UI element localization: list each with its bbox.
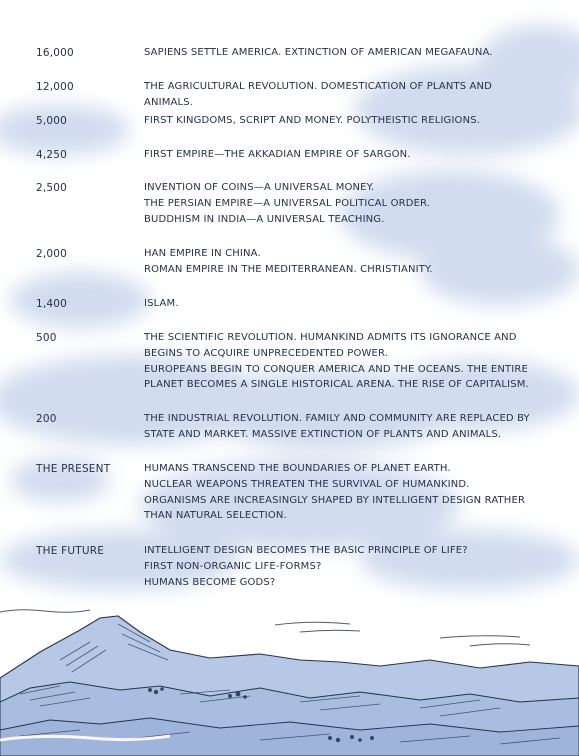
timeline-event	[144, 79, 544, 111]
timeline-date: THE PRESENT	[36, 463, 111, 475]
timeline-event	[144, 411, 544, 443]
event-line: FIRST EMPIRE—THE AKKADIAN EMPIRE OF SARGON.	[144, 149, 411, 160]
timeline-date: 2,000	[36, 248, 68, 260]
timeline-event	[144, 330, 544, 393]
timeline-date: 500	[36, 332, 57, 344]
event-line: INVENTION OF COINS—A UNIVERSAL MONEY.	[144, 182, 375, 193]
timeline-date: 12,000	[36, 81, 74, 93]
event-line: EUROPEANS BEGIN TO CONQUER AMERICA AND THE OCEANS. THE ENTIRE PLANET BECOMES A SINGLE HISTORICAL ARENA. THE RISE OF CAPITALISM.	[144, 363, 529, 391]
event-line: ROMAN EMPIRE IN THE MEDITERRANEAN. CHRISTIANITY.	[144, 263, 433, 275]
event-line: INTELLIGENT DESIGN BECOMES THE BASIC PRINCIPLE OF LIFE?	[144, 545, 468, 556]
timeline-event	[144, 180, 544, 227]
timeline-event	[144, 296, 544, 312]
event-line: THE SCIENTIFIC REVOLUTION. HUMANKIND ADMITS ITS IGNORANCE AND BEGINS TO ACQUIRE UNPRECEDENTED POWER.	[144, 332, 517, 359]
timeline-date: 1,400	[36, 298, 68, 310]
timeline-event	[144, 147, 544, 163]
timeline-date: THE FUTURE	[36, 545, 105, 557]
event-line: BUDDHISM IN INDIA—A UNIVERSAL TEACHING.	[144, 213, 385, 225]
event-line: THE PERSIAN EMPIRE—A UNIVERSAL POLITICAL ORDER.	[144, 197, 431, 209]
event-line: ORGANISMS ARE INCREASINGLY SHAPED BY INTELLIGENT DESIGN RATHER THAN NATURAL SELECTION.	[144, 494, 526, 522]
timeline-event	[144, 461, 544, 524]
event-line: FIRST KINGDOMS, SCRIPT AND MONEY. POLYTHEISTIC RELIGIONS.	[144, 115, 481, 126]
event-line: SAPIENS SETTLE AMERICA. EXTINCTION OF AMERICAN MEGAFAUNA.	[144, 47, 493, 58]
event-line: THE INDUSTRIAL REVOLUTION. FAMILY AND COMMUNITY ARE REPLACED BY STATE AND MARKET. MASSIVE EXTINCTION OF PLANTS AND ANIMALS.	[144, 413, 530, 440]
timeline-date: 16,000	[36, 47, 74, 59]
timeline-date: 2,500	[36, 182, 68, 194]
timeline-date: 200	[36, 413, 57, 425]
event-line: NUCLEAR WEAPONS THREATEN THE SURVIVAL OF HUMANKIND.	[144, 478, 470, 490]
event-line: HUMANS TRANSCEND THE BOUNDARIES OF PLANET EARTH.	[144, 463, 451, 474]
timeline-date: 4,250	[36, 149, 68, 161]
event-line: FIRST NON-ORGANIC LIFE-FORMS?	[144, 560, 322, 572]
timeline-event	[144, 543, 544, 590]
mountain-landscape-illustration	[0, 590, 579, 756]
event-line: HUMANS BECOME GODS?	[144, 576, 276, 588]
timeline-event	[144, 113, 544, 129]
timeline-event	[144, 45, 544, 61]
timeline-event	[144, 246, 544, 278]
event-line: THE AGRICULTURAL REVOLUTION. DOMESTICATION OF PLANTS AND ANIMALS.	[144, 81, 493, 108]
event-line: ISLAM.	[144, 298, 179, 309]
event-line: HAN EMPIRE IN CHINA.	[144, 248, 261, 259]
timeline-date: 5,000	[36, 115, 68, 127]
